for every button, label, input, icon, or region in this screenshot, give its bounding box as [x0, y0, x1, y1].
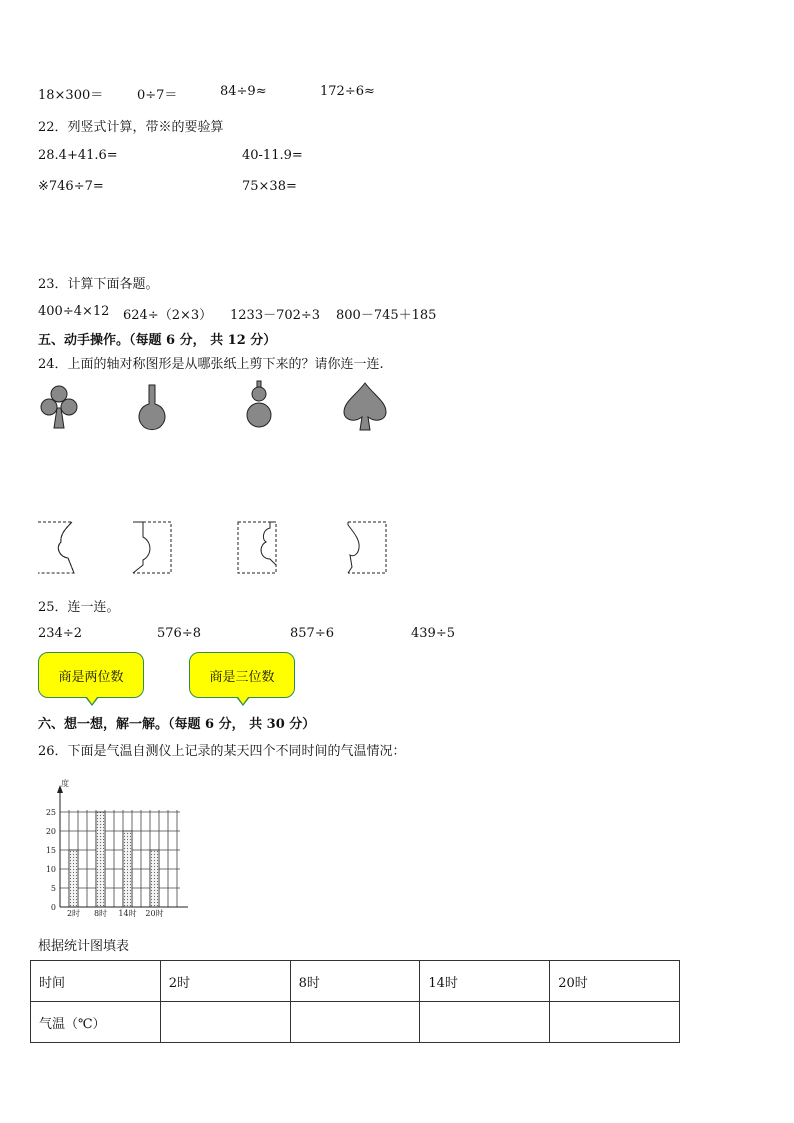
table-header-cell: 20时: [550, 961, 680, 1002]
q22-item: ※746÷7=: [38, 179, 104, 194]
q25-item: 576÷8: [157, 626, 201, 641]
q25-title: 25．连一连。: [38, 600, 120, 615]
gourd-half-paper: [238, 522, 276, 573]
temperature-bar: [96, 812, 105, 907]
q21-item: 84÷9≈: [220, 84, 267, 99]
q25-item: 857÷6: [290, 626, 334, 641]
temperature-bar: [69, 850, 78, 907]
table-title: 根据统计图填表: [38, 939, 130, 954]
q21-item: 18×300＝: [38, 88, 104, 103]
q26-title: 26．下面是气温自测仪上记录的某天四个不同时间的气温情况：: [38, 744, 406, 759]
club-half-paper: [38, 522, 74, 573]
box-label: 商是三位数: [209, 669, 275, 685]
table-header-cell: 时间: [31, 961, 161, 1002]
y-tick-label: 10: [45, 865, 56, 874]
y-tick-label: 15: [45, 846, 56, 855]
q21-item: 172÷6≈: [320, 84, 375, 99]
table-row: [31, 1002, 680, 1043]
quotient-three-digit-box: [189, 652, 295, 698]
club-shape: [41, 386, 77, 428]
q21-item: 0÷7＝: [137, 88, 178, 103]
temperature-bar-chart: [30, 775, 200, 920]
section-heading: 六、想一想，解一解。（每题 6 分， 共 30 分）: [38, 717, 316, 732]
y-tick-label: 5: [50, 884, 56, 893]
answer-cell[interactable]: [420, 1002, 550, 1043]
q22-item: 40-11.9=: [242, 148, 303, 163]
q23-title: 23．计算下面各题。: [38, 277, 159, 292]
answer-cell[interactable]: [550, 1002, 680, 1043]
x-tick-label: 14时: [118, 909, 137, 918]
temperature-table: [30, 960, 680, 1043]
box-label: 商是两位数: [58, 669, 124, 685]
q24-shapes: [30, 380, 410, 440]
q23-item: 1233－702÷3: [230, 308, 321, 323]
q23-item: 400÷4×12: [38, 304, 110, 319]
temperature-bar: [150, 850, 159, 907]
x-tick-label: 8时: [93, 909, 108, 918]
bottle-shape: [139, 385, 165, 430]
answer-cell[interactable]: [290, 1002, 420, 1043]
bottle-half-paper: [133, 522, 171, 573]
q22-title: 22．列竖式计算，带※的要验算: [38, 120, 224, 135]
y-axis-label: 度: [61, 779, 69, 788]
q22-item: 28.4+41.6=: [38, 148, 118, 163]
q24-papers: [30, 515, 400, 580]
x-tick-label: 20时: [145, 909, 164, 918]
x-tick-label: 2时: [66, 909, 81, 918]
table-header-cell: 14时: [420, 961, 550, 1002]
gourd-shape: [247, 381, 271, 427]
y-tick-label: 20: [45, 827, 56, 836]
y-tick-label: 0: [50, 903, 56, 912]
spade-half-paper: [348, 522, 386, 573]
section-heading: 五、动手操作。（每题 6 分， 共 12 分）: [38, 333, 277, 348]
q22-item: 75×38=: [242, 179, 297, 194]
table-header-cell: 2时: [160, 961, 290, 1002]
spade-shape: [344, 383, 386, 430]
y-tick-label: 25: [45, 808, 56, 817]
q23-item: 624÷（2×3）: [123, 308, 213, 323]
q25-item: 439÷5: [411, 626, 455, 641]
answer-cell[interactable]: [160, 1002, 290, 1043]
q24-title: 24．上面的轴对称图形是从哪张纸上剪下来的？请你连一连.: [38, 357, 384, 372]
temperature-bar: [123, 831, 132, 907]
q25-item: 234÷2: [38, 626, 82, 641]
table-row-label: 气温（℃）: [31, 1002, 161, 1043]
q23-item: 800－745＋185: [336, 308, 437, 323]
table-row: [31, 961, 680, 1002]
table-header-cell: 8时: [290, 961, 420, 1002]
quotient-two-digit-box: [38, 652, 144, 698]
